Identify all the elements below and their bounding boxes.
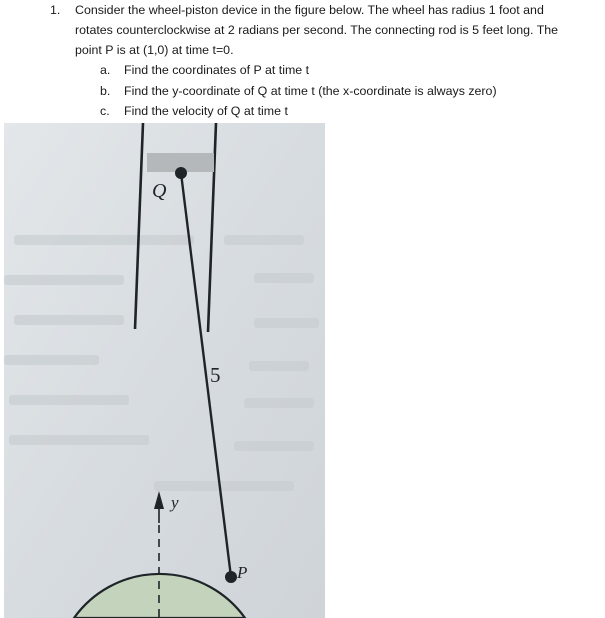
part-c-text: Find the velocity of Q at time t [124, 104, 288, 118]
part-b-marker: b. [100, 84, 111, 98]
part-a-marker: a. [100, 63, 111, 77]
label-rod-length: 5 [210, 363, 221, 387]
wheel-piston-figure [4, 123, 325, 618]
point-q [175, 167, 187, 179]
problem-line-3: point P is at (1,0) at time t=0. [75, 43, 234, 57]
problem-line-2: rotates counterclockwise at 2 radians per second. The connecting rod is 5 feet long. The [75, 23, 559, 37]
part-a-text: Find the coordinates of P at time t [124, 63, 310, 77]
part-b-text: Find the y-coordinate of Q at time t (the x-coordinate is always zero) [124, 84, 497, 98]
label-p: P [237, 563, 248, 582]
problem-paragraph [75, 0, 603, 60]
label-q: Q [152, 180, 167, 202]
label-axis-y: y [171, 493, 179, 512]
problem-line-1: Consider the wheel-piston device in the figure below. The wheel has radius 1 foot and [75, 3, 544, 17]
part-c-marker: c. [100, 104, 110, 118]
point-p [225, 571, 237, 583]
figure-svg [4, 123, 325, 618]
problem-number: 1. [50, 3, 61, 17]
